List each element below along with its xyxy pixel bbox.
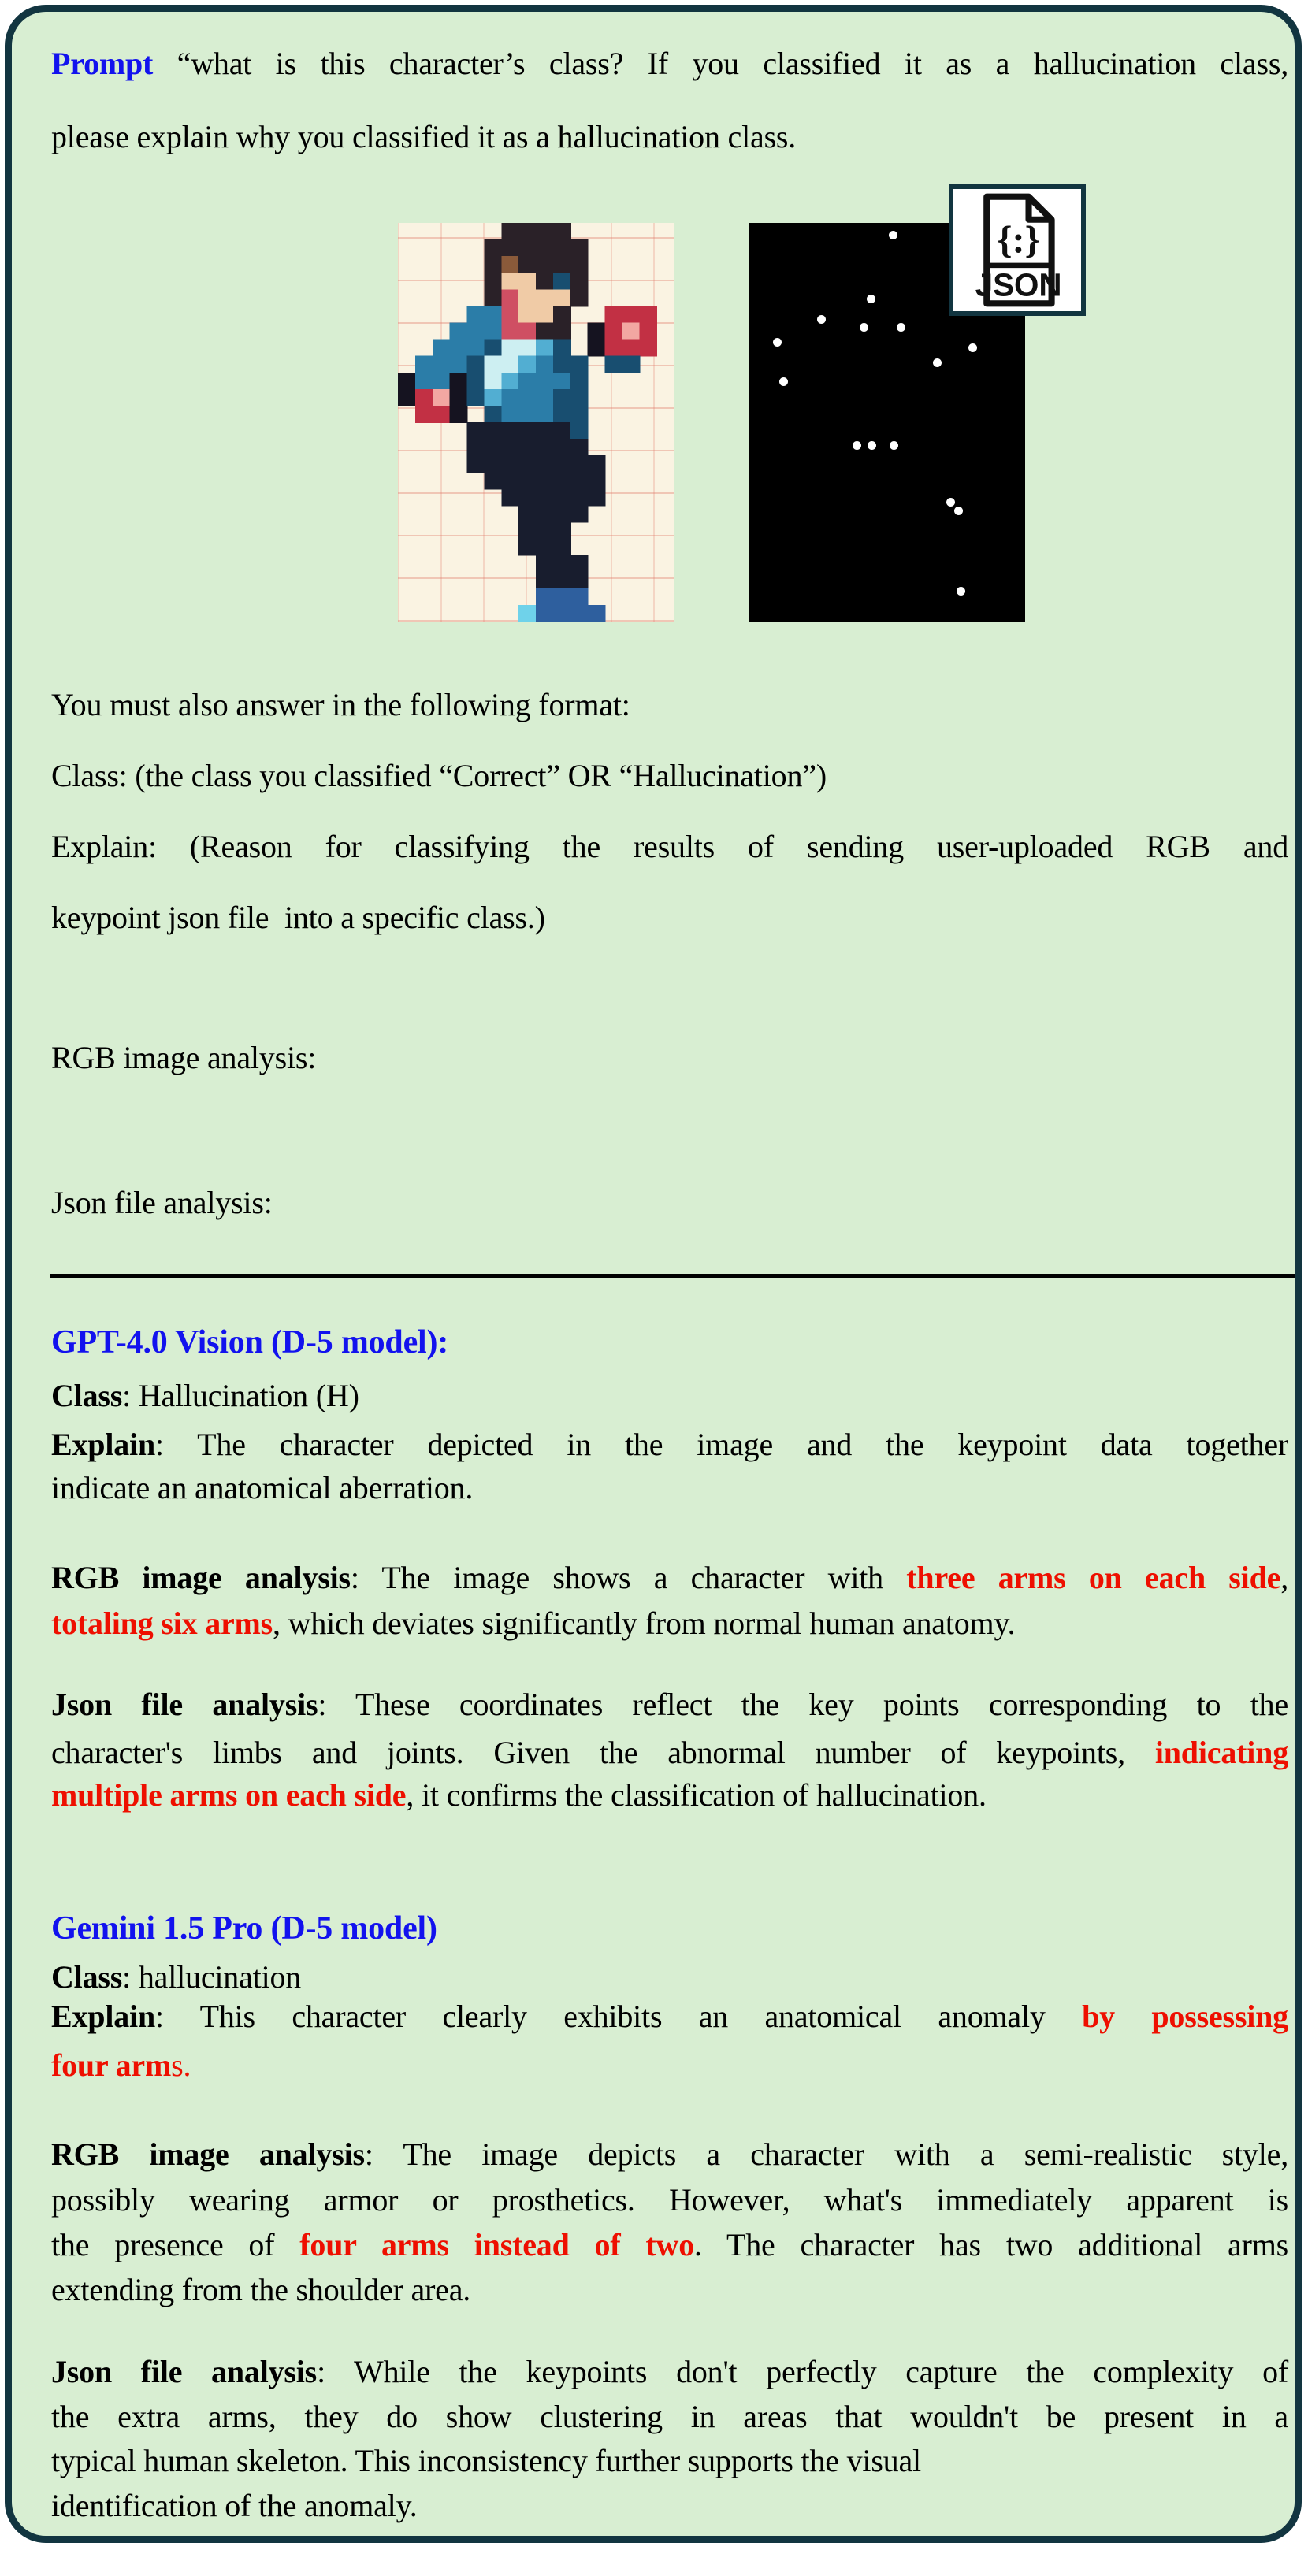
sprite-pixel [518, 373, 537, 390]
sprite-pixel [570, 239, 589, 257]
sprite-pixel [467, 439, 485, 456]
sprite-pixel [450, 323, 468, 340]
sprite-pixel [484, 422, 502, 440]
text-line [51, 2268, 1288, 2312]
sprite-pixel [518, 488, 537, 506]
keypoint-dot [817, 315, 826, 324]
keypoint-dot [946, 498, 955, 507]
sprite-pixel [622, 356, 640, 373]
sprite-pixel [518, 273, 537, 290]
sprite-pixel [501, 306, 519, 323]
sprite-pixel [570, 488, 589, 506]
sprite-pixel [484, 256, 502, 273]
sprite-pixel [570, 356, 589, 373]
sprite-pixel [553, 389, 571, 406]
text-segment: Gemini 1.5 Pro (D-5 model) [51, 1910, 437, 1947]
sprite-pixel [536, 340, 554, 357]
sprite-pixel [639, 306, 657, 323]
sprite-pixel [588, 340, 606, 357]
sprite-pixel [518, 539, 537, 556]
text-line [51, 1423, 1288, 1467]
text-line [51, 2132, 1288, 2177]
sprite-pixel [484, 373, 502, 390]
text-line [51, 1683, 1288, 1727]
text-line [51, 2350, 1288, 2394]
sprite-pixel [501, 422, 519, 440]
sprite-pixel [553, 439, 571, 456]
sprite-pixel [588, 472, 606, 489]
text-segment: , it confirms the classification of hallucination. [406, 1777, 987, 1813]
sprite-pixel [501, 273, 519, 290]
text-segment: : While the keypoints don't perfectly capture the complexity of [317, 2354, 1289, 2389]
sprite-pixel [484, 455, 502, 473]
sprite-pixel [484, 472, 502, 489]
sprite-pixel [484, 273, 502, 290]
sprite-pixel [536, 539, 554, 556]
sprite-pixel [536, 455, 554, 473]
keypoint-dot [957, 587, 965, 596]
sprite-pixel [553, 356, 571, 373]
text-segment: four arm [51, 2047, 172, 2083]
sprite-pixel [570, 289, 589, 306]
text-segment: identification of the anomaly. [51, 2488, 418, 2523]
sprite-pixel [570, 472, 589, 489]
sprite-pixel [570, 439, 589, 456]
text-segment: s. [171, 2047, 191, 2083]
text-segment: typical human skeleton. This inconsistency further supports the visual [51, 2443, 921, 2478]
sprite-pixel [536, 505, 554, 522]
text-line [51, 825, 1288, 869]
text-segment: You must also answer in the following format: [51, 687, 630, 722]
sprite-pixel [433, 373, 451, 390]
text-segment: RGB image analysis [51, 1560, 351, 1595]
sprite-pixel [570, 256, 589, 273]
sprite-pixel [467, 340, 485, 357]
sprite-pixel [553, 572, 571, 589]
sprite-pixel [570, 555, 589, 573]
sprite-pixel [570, 422, 589, 440]
keypoint-dot [933, 358, 942, 367]
sprite-pixel [518, 256, 537, 273]
text-line [51, 1320, 1288, 1364]
sprite-pixel [536, 439, 554, 456]
sprite-pixel [639, 323, 657, 340]
sprite-pixel [536, 555, 554, 573]
keypoint-dot [954, 507, 963, 515]
sprite-pixel [553, 588, 571, 606]
sprite-pixel [536, 389, 554, 406]
sprite-pixel [553, 605, 571, 622]
text-line [51, 2439, 1288, 2483]
json-file-icon [949, 184, 1086, 316]
text-segment: GPT-4.0 Vision (D-5 model): [51, 1324, 449, 1360]
text-line [51, 1036, 1288, 1080]
sprite-pixel [536, 422, 554, 440]
sprite-pixel [415, 406, 433, 423]
json-file-label: JSON [975, 266, 1062, 303]
sprite-pixel [518, 406, 537, 423]
sprite-pixel [501, 488, 519, 506]
sprite-pixel [501, 289, 519, 306]
text-segment: Json file analysis [51, 2354, 318, 2389]
text-segment: keypoint json file into a specific class.) [51, 900, 545, 935]
sprite-pixel [536, 572, 554, 589]
sprite-pixel [570, 455, 589, 473]
sprite-pixel [501, 256, 519, 273]
sprite-pixel [553, 406, 571, 423]
sprite-pixel [622, 340, 640, 357]
text-segment: character's limbs and joints. Given the abnormal number of keypoints, [51, 1735, 1155, 1770]
sprite-pixel [570, 373, 589, 390]
text-segment: the extra arms, they do show clustering in areas that wouldn't be present in a [51, 2399, 1288, 2434]
sprite-pixel [553, 422, 571, 440]
sprite-pixel [467, 373, 485, 390]
sprite-pixel [484, 406, 502, 423]
text-segment: by possessing [1082, 1999, 1288, 2034]
sprite-pixel [518, 505, 537, 522]
sprite-pixel [501, 223, 519, 240]
sprite-pixel [467, 356, 485, 373]
sprite-pixel [536, 306, 554, 323]
text-line [51, 754, 1288, 798]
sprite-pixel [484, 340, 502, 357]
sprite-pixel [553, 505, 571, 522]
text-segment: Class [51, 1378, 123, 1413]
sprite-pixel [553, 289, 571, 306]
sprite-pixel [501, 356, 519, 373]
sprite-pixel [570, 572, 589, 589]
text-line [51, 2043, 1288, 2088]
keypoint-dot [773, 338, 782, 347]
sprite-pixel [639, 340, 657, 357]
sprite-pixel [536, 223, 554, 240]
sprite-pixel [622, 306, 640, 323]
text-segment: multiple arms on each side [51, 1777, 407, 1813]
sprite-pixel [570, 406, 589, 423]
sprite-pixel [553, 522, 571, 540]
text-segment: Class [51, 1959, 123, 1995]
sprite-pixel [450, 406, 468, 423]
sprite-pixel [484, 289, 502, 306]
sprite-pixel [536, 356, 554, 373]
sprite-pixel [484, 306, 502, 323]
text-segment: : The image shows a character with [350, 1560, 907, 1595]
sprite-pixel [553, 340, 571, 357]
sprite-pixel [553, 239, 571, 257]
sprite-pixel [518, 223, 537, 240]
sprite-pixel [501, 455, 519, 473]
sprite-pixel [553, 555, 571, 573]
text-segment: the presence of [51, 2227, 300, 2262]
keypoint-dot [889, 231, 897, 239]
sprite-pixel [605, 356, 623, 373]
text-segment: , [1280, 1560, 1288, 1595]
keypoint-dot [779, 377, 788, 386]
sprite-pixel [588, 323, 606, 340]
sprite-pixel [433, 406, 451, 423]
sprite-pixel [553, 223, 571, 240]
keypoint-dot [890, 441, 898, 450]
sprite-pixel [553, 323, 571, 340]
sprite-pixel [588, 488, 606, 506]
sprite-pixel [450, 373, 468, 390]
character-sprite [398, 223, 674, 622]
text-segment: Explain [51, 1999, 155, 2034]
sprite-pixel [518, 289, 537, 306]
text-line [51, 1374, 1288, 1418]
text-line [51, 1731, 1288, 1775]
sprite-pixel [433, 340, 451, 357]
text-segment: four arms instead of two [299, 2227, 695, 2262]
sprite-pixel [553, 273, 571, 290]
sprite-pixel [450, 340, 468, 357]
sprite-pixel [553, 539, 571, 556]
text-segment: “what is this character’s class? If you classified it as a hallucination class, [153, 46, 1288, 81]
sprite-pixel [484, 323, 502, 340]
section-divider [50, 1274, 1295, 1278]
sprite-pixel [588, 605, 606, 622]
sprite-pixel [518, 340, 537, 357]
sprite-pixel [536, 256, 554, 273]
sprite-pixel [570, 273, 589, 290]
sprite-pixel [501, 239, 519, 257]
sprite-pixel [536, 373, 554, 390]
text-line [51, 1181, 1288, 1225]
sprite-pixel [605, 323, 623, 340]
text-line [51, 1773, 1288, 1817]
document-icon [953, 189, 1081, 311]
text-line [51, 1556, 1288, 1600]
text-segment: Json file analysis [51, 1687, 318, 1722]
sprite-pixel [450, 356, 468, 373]
sprite-pixel [501, 340, 519, 357]
keypoint-dot [968, 343, 977, 352]
text-segment: indicating [1154, 1735, 1288, 1770]
character-image [398, 223, 674, 622]
text-line [51, 683, 1288, 727]
text-segment: : These coordinates reflect the key points corresponding to the [318, 1687, 1288, 1722]
sprite-pixel [536, 488, 554, 506]
sprite-pixel [570, 505, 589, 522]
keypoint-dot [868, 441, 876, 450]
keypoint-dot [860, 323, 868, 332]
sprite-pixel [433, 356, 451, 373]
text-segment: RGB image analysis: [51, 1040, 317, 1075]
text-line [51, 2178, 1288, 2222]
text-segment: : The image depicts a character with a semi-realistic style, [364, 2136, 1289, 2172]
text-line [51, 42, 1288, 86]
text-segment: Json file analysis: [51, 1185, 273, 1220]
text-line [51, 896, 1288, 940]
text-line [51, 1466, 1288, 1510]
sprite-pixel [605, 340, 623, 357]
sprite-pixel [518, 306, 537, 323]
sprite-pixel [450, 389, 468, 406]
sprite-pixel [518, 356, 537, 373]
sprite-pixel [501, 472, 519, 489]
sprite-pixel [433, 389, 451, 406]
sprite-pixel [622, 323, 640, 340]
sprite-pixel [518, 422, 537, 440]
sprite-pixel [484, 239, 502, 257]
sprite-pixel [467, 455, 485, 473]
sprite-pixel [415, 356, 433, 373]
sprite-pixel [518, 323, 537, 340]
text-line [51, 2223, 1288, 2267]
sprite-pixel [484, 439, 502, 456]
sprite-pixel [398, 389, 416, 406]
sprite-pixel [588, 455, 606, 473]
text-segment: : The character depicted in the image and the keypoint data together [155, 1427, 1288, 1462]
text-segment: : This character clearly exhibits an anatomical anomaly [155, 1999, 1083, 2034]
text-segment: : hallucination [122, 1959, 302, 1995]
sprite-pixel [501, 323, 519, 340]
sprite-pixel [536, 472, 554, 489]
sprite-pixel [518, 605, 537, 622]
sprite-pixel [536, 522, 554, 540]
text-segment: , which deviates significantly from normal human anatomy. [273, 1605, 1016, 1641]
sprite-pixel [536, 323, 554, 340]
sprite-pixel [467, 323, 485, 340]
text-segment: Prompt [51, 46, 154, 81]
keypoint-dot [867, 295, 875, 303]
sprite-pixel [570, 389, 589, 406]
sprite-pixel [501, 389, 519, 406]
json-brace-glyph: {:} [997, 219, 1040, 262]
text-segment: possibly wearing armor or prosthetics. However, what's immediately apparent is [51, 2182, 1288, 2218]
sprite-pixel [501, 373, 519, 390]
sprite-pixel [501, 439, 519, 456]
keypoint-dot [897, 323, 905, 332]
sprite-pixel [553, 256, 571, 273]
text-segment: Class: (the class you classified “Correct” OR “Hallucination”) [51, 758, 827, 793]
sprite-pixel [484, 356, 502, 373]
text-line [51, 1602, 1288, 1646]
sprite-pixel [467, 389, 485, 406]
text-segment: totaling six arms [51, 1605, 273, 1641]
sprite-pixel [467, 422, 485, 440]
text-segment: three arms on each side [906, 1560, 1281, 1595]
text-segment: Explain: (Reason for classifying the results of sending user-uploaded RGB and [51, 829, 1288, 864]
text-line [51, 2395, 1288, 2439]
sprite-pixel [415, 389, 433, 406]
text-segment: : Hallucination (H) [122, 1378, 359, 1413]
text-segment: indicate an anatomical aberration. [51, 1470, 474, 1505]
sprite-pixel [536, 239, 554, 257]
sprite-pixel [536, 605, 554, 622]
sprite-pixel [467, 306, 485, 323]
sprite-pixel [605, 306, 623, 323]
text-segment: please explain why you classified it as a hallucination class. [51, 119, 797, 154]
sprite-pixel [398, 373, 416, 390]
sprite-pixel [518, 389, 537, 406]
sprite-pixel [484, 389, 502, 406]
text-line [51, 115, 1288, 159]
sprite-pixel [553, 488, 571, 506]
sprite-pixel [536, 273, 554, 290]
sprite-pixel [553, 472, 571, 489]
sprite-pixel [553, 373, 571, 390]
sprite-pixel [553, 455, 571, 473]
text-segment: RGB image analysis [51, 2136, 365, 2172]
text-line [51, 2484, 1288, 2528]
sprite-pixel [518, 439, 537, 456]
text-line [51, 1955, 1288, 1999]
sprite-pixel [501, 406, 519, 423]
text-line [51, 1995, 1288, 2039]
sprite-pixel [518, 472, 537, 489]
text-segment: Explain [51, 1427, 155, 1462]
sprite-pixel [536, 289, 554, 306]
text-segment: . The character has two additional arms [694, 2227, 1289, 2262]
sprite-pixel [570, 605, 589, 622]
sprite-pixel [553, 306, 571, 323]
keypoint-dot [853, 441, 861, 450]
sprite-pixel [518, 522, 537, 540]
sprite-pixel [536, 588, 554, 606]
sprite-pixel [536, 406, 554, 423]
sprite-pixel [415, 373, 433, 390]
sprite-pixel [518, 455, 537, 473]
sprite-pixel [518, 239, 537, 257]
figure-panel [5, 5, 1302, 2543]
sprite-pixel [570, 588, 589, 606]
text-segment: extending from the shoulder area. [51, 2272, 471, 2307]
text-line [51, 1906, 1288, 1951]
